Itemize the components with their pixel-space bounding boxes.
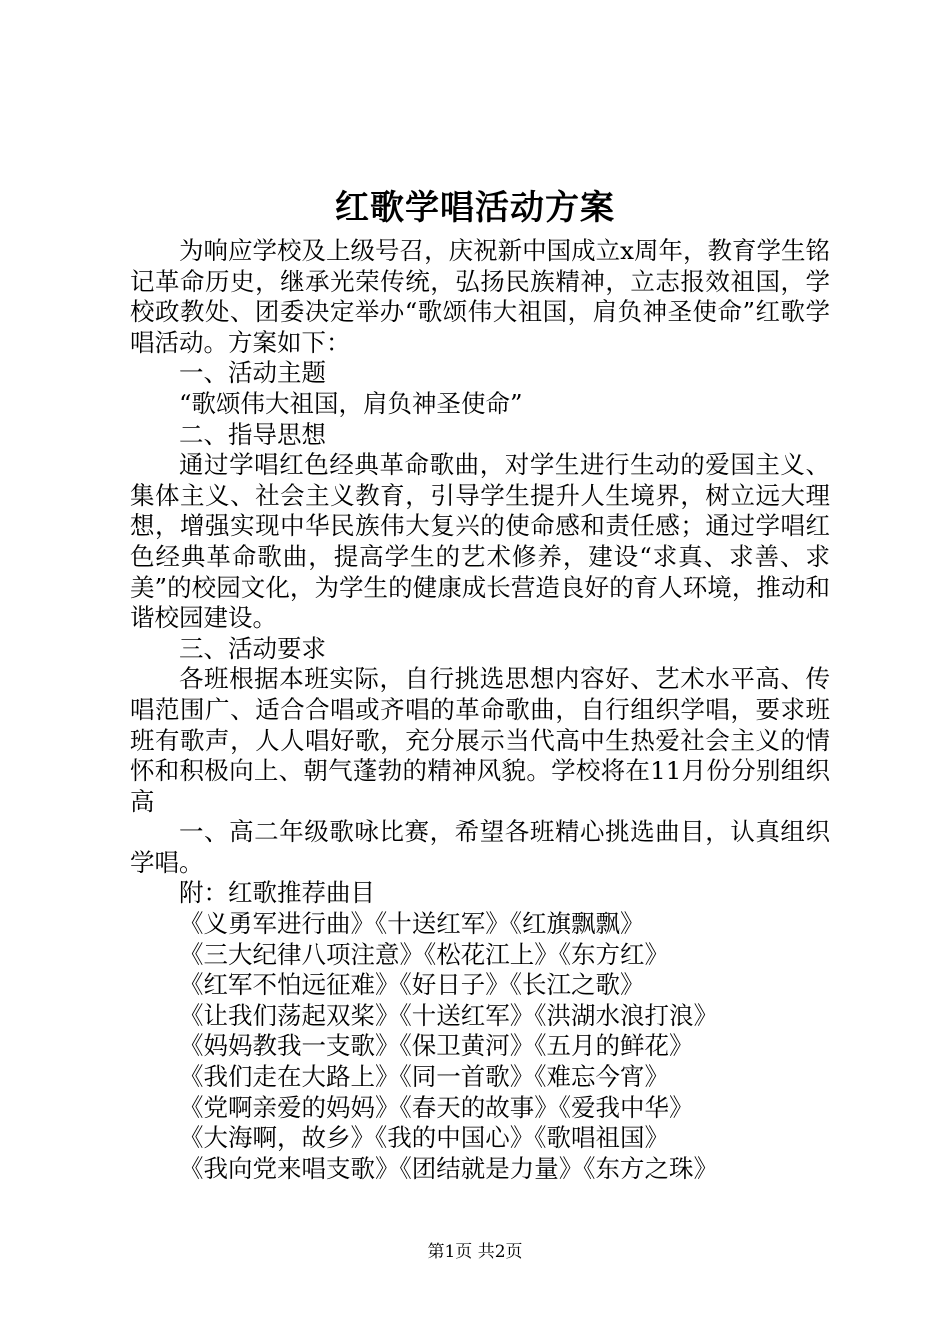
section-heading-theme: 一、活动主题 — [179, 358, 326, 388]
document-title: 红歌学唱活动方案 — [335, 188, 615, 228]
song-list-line: 《我向党来唱支歌》《团结就是力量》《东方之珠》 — [179, 1153, 718, 1183]
page-number-footer: 第1页 共2页 — [427, 1242, 523, 1262]
song-list-line: 《大海啊，故乡》《我的中国心》《歌唱祖国》 — [179, 1123, 669, 1153]
requirements-paragraph: 各班根据本班实际，自行挑选思想内容好、艺术水平高、传唱范围广、适合合唱或齐唱的革命歌曲，自行组织学唱，要求班班有歌声，人人唱好歌，充分展示当代高中生热爱社会主义的情怀和积极向上、朝气蓬勃的精神风貌。学校将在11月份分别组织高 — [130, 664, 830, 816]
appendix-heading: 附：红歌推荐曲目 — [179, 878, 375, 908]
intro-paragraph: 为响应学校及上级号召，庆祝新中国成立x周年，教育学生铭记革命历史，继承光荣传统，弘扬民族精神，立志报效祖国，学校政教处、团委决定举办“歌颂伟大祖国，肩负神圣使命”红歌学唱活动。方案如下： — [130, 236, 830, 357]
theme-slogan: “歌颂伟大祖国，肩负神圣使命” — [179, 388, 523, 418]
guiding-thought-paragraph: 通过学唱红色经典革命歌曲，对学生进行生动的爱国主义、集体主义、社会主义教育，引导学生提升人生境界，树立远大理想，增强实现中华民族伟大复兴的使命感和责任感；通过学唱红色经典革命歌曲，提高学生的艺术修养，建设“求真、求善、求美”的校园文化，为学生的健康成长营造良好的育人环境，推动和谐校园建设。 — [130, 450, 830, 633]
competition-paragraph: 一、高二年级歌咏比赛，希望各班精心挑选曲目，认真组织学唱。 — [130, 817, 830, 877]
document-body — [130, 236, 830, 1184]
section-heading-requirements: 三、活动要求 — [179, 633, 326, 663]
song-list-line: 《让我们荡起双桨》《十送红军》《洪湖水浪打浪》 — [179, 1000, 718, 1030]
song-list-line: 《红军不怕远征难》《好日子》《长江之歌》 — [179, 970, 645, 1000]
song-list-line: 《我们走在大路上》《同一首歌》《难忘今宵》 — [179, 1062, 669, 1092]
song-list-line: 《党啊亲爱的妈妈》《春天的故事》《爱我中华》 — [179, 1092, 694, 1122]
song-list-line: 《义勇军进行曲》《十送红军》《红旗飘飘》 — [179, 909, 645, 939]
song-list-line: 《妈妈教我一支歌》《保卫黄河》《五月的鲜花》 — [179, 1031, 694, 1061]
song-list — [130, 909, 830, 1184]
song-list-line: 《三大纪律八项注意》《松花江上》《东方红》 — [179, 939, 669, 969]
section-heading-guiding-thought: 二、指导思想 — [179, 419, 326, 449]
